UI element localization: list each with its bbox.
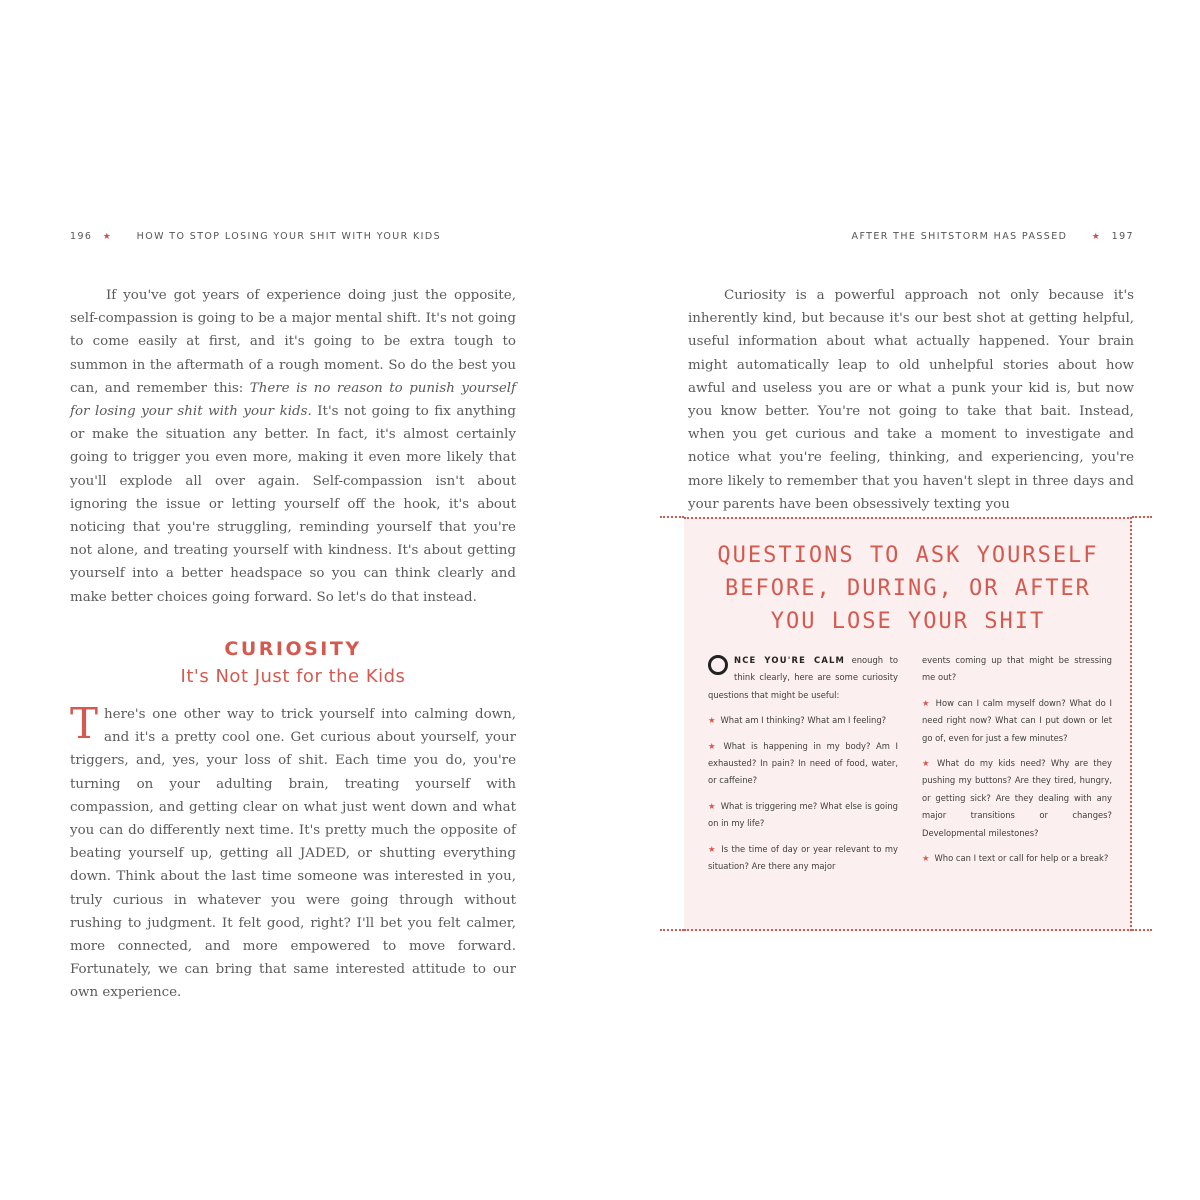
dotted-rule — [1132, 516, 1152, 518]
star-icon: ★ — [708, 740, 719, 751]
star-icon: ★ — [922, 853, 930, 864]
dotted-rule — [1132, 929, 1152, 931]
running-head-right — [688, 231, 1134, 247]
dotted-rule — [660, 516, 684, 518]
sidebar-column-right — [922, 652, 1112, 875]
star-icon: ★ — [708, 843, 717, 854]
star-icon: ★ — [708, 715, 716, 726]
question-item: ★ What do my kids need? Why are they pushing my buttons? Are they tired, hungry, or getting sick? Are they dealing with any major transitions or changes? Developmental milestones? — [922, 758, 1112, 838]
question-continued: events coming up that might be stressing me out? — [922, 655, 1112, 683]
section-title: CURIOSITY — [224, 638, 362, 660]
question-item: ★ How can I calm myself down? What do I need right now? What can I put down or let go of, even for just a few minutes? — [922, 697, 1112, 743]
sidebar-intro: NCE YOU'RE CALM enough to think clearly, here are some curiosity questions that might be useful: — [708, 655, 898, 700]
sidebar-column-left — [708, 652, 898, 883]
sidebar-title: QUESTIONS TO ASK YOURSELF BEFORE, DURING, OR AFTER YOU LOSE YOUR SHIT — [717, 543, 1099, 634]
questions-sidebar — [684, 517, 1132, 931]
question-item: ★ What am I thinking? What am I feeling? — [708, 715, 887, 726]
star-icon: ★ — [922, 697, 931, 708]
star-icon: ★ — [1091, 232, 1102, 242]
book-title: HOW TO STOP LOSING YOUR SHIT WITH YOUR KIDS — [136, 231, 442, 242]
star-icon: ★ — [708, 800, 716, 811]
section-subtitle: It's Not Just for the Kids — [180, 666, 406, 687]
page-number: 197 — [1111, 231, 1134, 242]
chapter-title: AFTER THE SHITSTORM HAS PASSED — [851, 231, 1068, 242]
page-number: 196 — [70, 231, 93, 242]
question-item: ★ What is happening in my body? Am I exhausted? In pain? In need of food, water, or caffeine? — [708, 740, 898, 786]
question-item: ★ Is the time of day or year relevant to my situation? Are there any major — [708, 843, 898, 872]
body-paragraph: If you've got years of experience doing just the opposite, self-compassion is going to be a major mental shift. It's not going to come easily at first, and it's going to be extra tough to summon in the aftermath of a rough moment. So do the best you can, and remember this: There is no reason to punish yourself for losing your shit with your kids. It's not going to fix anything or make the situation any better. In fact, it's almost certainly going to trigger you even more, making it even more likely that you'll explode all over again. Self-compassion isn't about ignoring the issue or letting yourself off the hook, it's about noticing that you're struggling, reminding yourself that you're not alone, and treating yourself with kindness. It's about getting yourself into a better headspace so you can think clearly and make better choices going forward. So let's do that instead. — [70, 288, 516, 605]
running-head-left — [70, 231, 516, 247]
left-page — [70, 0, 516, 1200]
star-icon: ★ — [102, 232, 113, 242]
drop-cap-o — [708, 655, 728, 675]
drop-cap: T — [70, 699, 99, 748]
dotted-rule — [660, 929, 684, 931]
emphasis-text: There is no reason to punish yourself for losing your shit with your kids. — [70, 380, 516, 420]
star-icon: ★ — [922, 758, 933, 769]
question-item: ★ What is triggering me? What else is going on in my life? — [708, 800, 899, 829]
question-item: ★ Who can I text or call for help or a break? — [922, 853, 1109, 864]
body-paragraph: Curiosity is a powerful approach not only because it's inherently kind, but because it's our best shot at getting helpful, useful information about what actually happened. Your brain might automatically leap to old unhelpful stories about how awful and useless you are or what a punk your kid is, but now you know better. You're not going to take that bait. Instead, when you get curious and take a moment to investigate and notice what you're feeling, thinking, and experiencing, you're more likely to remember that you haven't slept in three days and your parents have been obsessively texting you — [688, 288, 1134, 512]
body-paragraph: There's one other way to trick yourself into calming down, and it's a pretty cool one. Get curious about yourself, your triggers, and, yes, your loss of shit. Each time you do, you're turning on your adulting brain, treating yourself with compassion, and getting clear on what just went down and what you can do differently next time. It's pretty much the opposite of beating yourself up, getting all JADED, or shutting everything down. Think about the last time someone was interested in you, truly curious in whatever you were going through without rushing to judgment. It felt good, right? I'll bet you felt calmer, more connected, and more empowered to move forward. Fortunately, we can bring that same interested attitude to our own experience. — [70, 699, 516, 1001]
